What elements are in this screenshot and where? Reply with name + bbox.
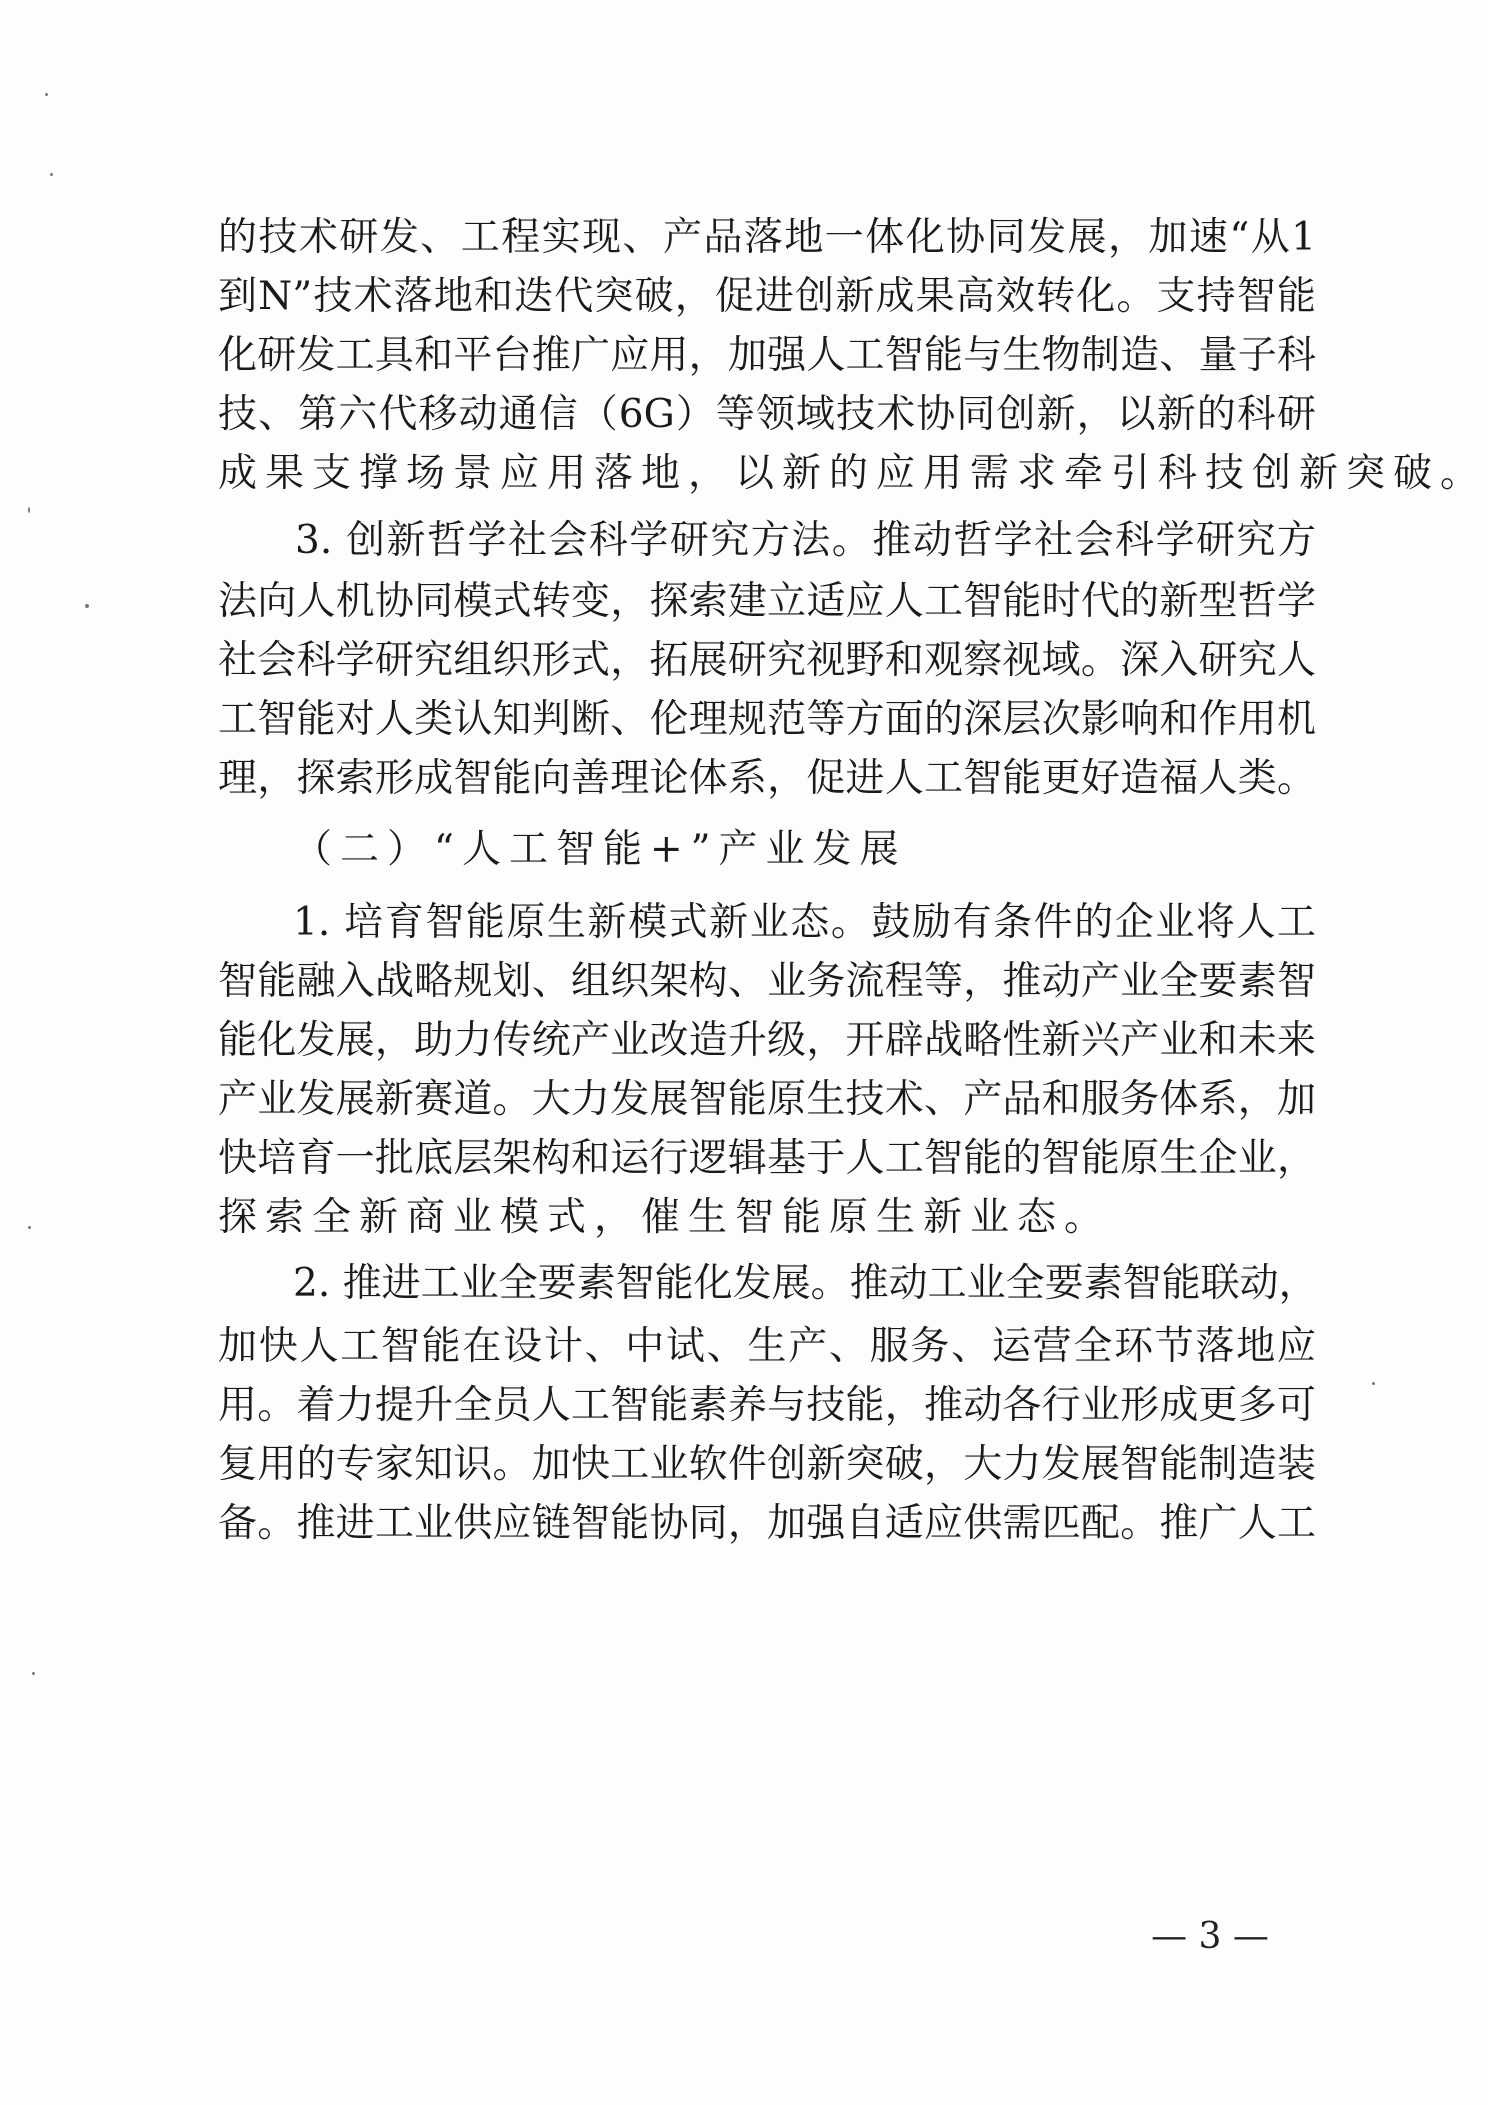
scan-speck [28,1226,31,1229]
scan-speck [1372,1382,1375,1385]
scan-speck [45,93,48,96]
paragraph-line: 技、第六代移动通信（6G）等领域技术协同创新，以新的科研 [218,392,1316,437]
paragraph-line: 工智能对人类认知判断、伦理规范等方面的深层次影响和作用机 [218,697,1316,742]
paragraph-line: 的技术研发、工程实现、产品落地一体化协同发展，加速“从1 [218,215,1316,260]
paragraph-line: 1. 培育智能原生新模式新业态。鼓励有条件的企业将人工 [293,900,1316,945]
scan-speck [85,604,89,608]
paragraph-line: 产业发展新赛道。大力发展智能原生技术、产品和服务体系，加 [218,1077,1316,1122]
section-heading: （二）“人工智能+”产业发展 [293,827,907,872]
paragraph-line: 快培育一批底层架构和运行逻辑基于人工智能的智能原生企业， [218,1136,1316,1181]
paragraph-line: 社会科学研究组织形式，拓展研究视野和观察视域。深入研究人 [218,638,1316,683]
page-number: — 3 — [1151,1916,1269,1957]
paragraph-line: 2. 推进工业全要素智能化发展。推动工业全要素智能联动， [293,1261,1318,1306]
paragraph-line: 理，探索形成智能向善理论体系，促进人工智能更好造福人类。 [218,756,1316,801]
paragraph-line: 探索全新商业模式，催生智能原生新业态。 [218,1195,1112,1240]
paragraph-line: 法向人机协同模式转变，探索建立适应人工智能时代的新型哲学 [218,579,1316,624]
scan-speck [32,1672,35,1675]
paragraph-line: 到N”技术落地和迭代突破，促进创新成果高效转化。支持智能 [218,274,1316,319]
paragraph-line: 用。着力提升全员人工智能素养与技能，推动各行业形成更多可 [218,1383,1316,1428]
paragraph-line: 智能融入战略规划、组织架构、业务流程等，推动产业全要素智 [218,959,1316,1004]
paragraph-line: 化研发工具和平台推广应用，加强人工智能与生物制造、量子科 [218,333,1316,378]
paragraph-line: 成果支撑场景应用落地，以新的应用需求牵引科技创新突破。 [218,451,1488,496]
paragraph-line: 加快人工智能在设计、中试、生产、服务、运营全环节落地应 [218,1324,1316,1369]
paragraph-line: 3. 创新哲学社会科学研究方法。推动哲学社会科学研究方 [295,518,1316,563]
paragraph-line: 复用的专家知识。加快工业软件创新突破，大力发展智能制造装 [218,1442,1316,1487]
scan-speck [28,507,30,513]
paragraph-line: 备。推进工业供应链智能协同，加强自适应供需匹配。推广人工 [218,1501,1316,1546]
scan-speck [50,173,53,176]
paragraph-line: 能化发展，助力传统产业改造升级，开辟战略性新兴产业和未来 [218,1018,1316,1063]
